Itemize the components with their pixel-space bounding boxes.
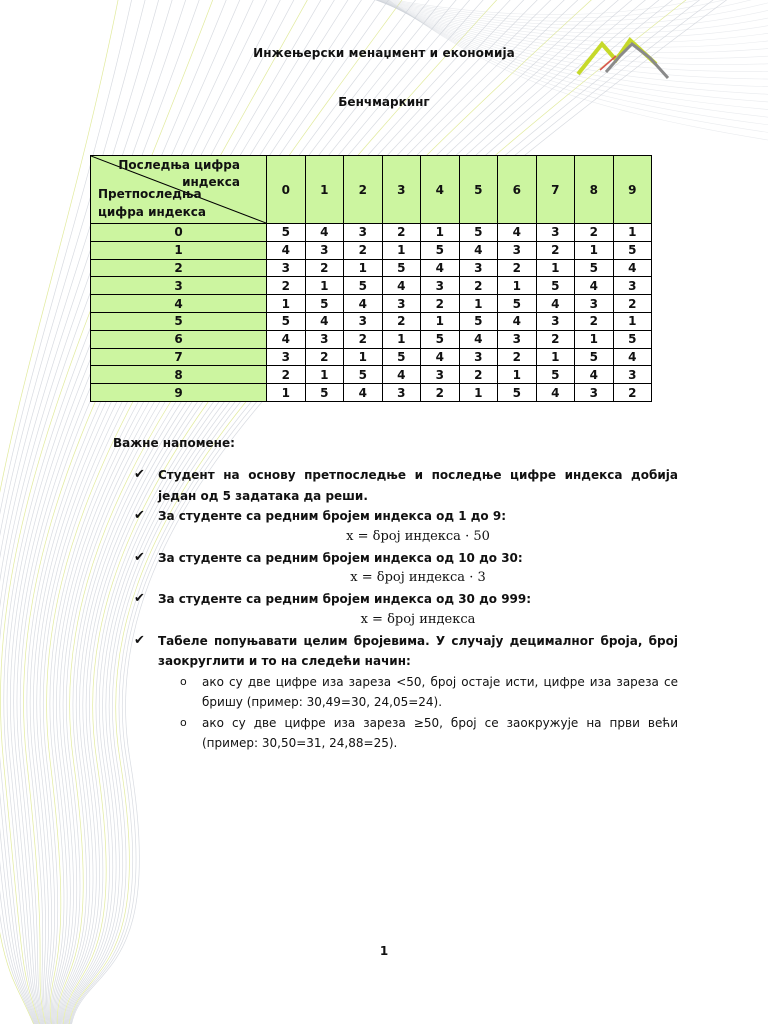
- table-cell: 1: [575, 330, 614, 348]
- table-cell: 4: [421, 348, 460, 366]
- table-cell: 1: [613, 224, 652, 242]
- corner-column-label-line-2: индекса: [182, 175, 240, 189]
- table-cell: 5: [305, 295, 344, 313]
- table-cell: 3: [344, 312, 383, 330]
- table-cell: 2: [344, 241, 383, 259]
- table-cell: 5: [421, 330, 460, 348]
- checkmark-icon: ✔: [134, 508, 145, 523]
- note-item: [132, 589, 678, 610]
- table-cell: 2: [575, 224, 614, 242]
- table-cell: 4: [613, 348, 652, 366]
- corner-row-label-line-1: Претпоследња: [98, 187, 202, 201]
- row-header: 3: [91, 277, 267, 295]
- column-header: 6: [498, 156, 537, 224]
- table-cell: 3: [267, 348, 306, 366]
- note-item: [132, 548, 678, 569]
- table-cell: 4: [459, 241, 498, 259]
- column-header: 3: [382, 156, 421, 224]
- table-cell: 5: [305, 384, 344, 402]
- column-header: 5: [459, 156, 498, 224]
- table-cell: 1: [421, 312, 460, 330]
- table-cell: 1: [459, 295, 498, 313]
- note-item: [132, 506, 678, 527]
- table-row: [91, 366, 652, 384]
- background-curve: [337, 0, 768, 79]
- table-cell: 5: [267, 224, 306, 242]
- table-cell: 4: [305, 312, 344, 330]
- table-cell: 3: [344, 224, 383, 242]
- checkmark-icon: ✔: [134, 591, 145, 606]
- table-cell: 2: [344, 330, 383, 348]
- note-text: За студенте са редним бројем индекса од 10 до 30:: [158, 550, 523, 565]
- circle-bullet-icon: o: [180, 674, 187, 688]
- note-text: За студенте са редним бројем индекса од 1 до 9:: [158, 509, 506, 523]
- column-header: 7: [536, 156, 575, 224]
- table-cell: 1: [536, 259, 575, 277]
- table-cell: 2: [536, 330, 575, 348]
- table-cell: 4: [536, 384, 575, 402]
- table-cell: 3: [613, 366, 652, 384]
- table-cell: 1: [382, 241, 421, 259]
- table-cell: 4: [459, 330, 498, 348]
- table-cell: 5: [536, 366, 575, 384]
- table-cell: 4: [613, 259, 652, 277]
- table-cell: 4: [344, 384, 383, 402]
- row-header: 6: [91, 330, 267, 348]
- note-item: [132, 465, 678, 506]
- table-cell: 2: [459, 366, 498, 384]
- table-cell: 5: [498, 295, 537, 313]
- table-cell: 2: [498, 348, 537, 366]
- table-cell: 1: [267, 295, 306, 313]
- table-cell: 5: [498, 384, 537, 402]
- benchmark-table: [90, 155, 652, 402]
- table-cell: 2: [305, 259, 344, 277]
- table-cell: 4: [536, 295, 575, 313]
- formula: x = δрој индекса: [360, 611, 476, 627]
- table-row: [91, 295, 652, 313]
- table-row: [91, 241, 652, 259]
- column-header: 9: [613, 156, 652, 224]
- background-curve: [326, 0, 768, 53]
- table-row: [91, 259, 652, 277]
- note-text: Табеле попуњавати целим бројевима. У случају децималног броја, број заокруглити и то на следећи начин:: [158, 633, 678, 668]
- table-cell: 2: [498, 259, 537, 277]
- table-cell: 2: [575, 312, 614, 330]
- table-cell: 5: [613, 241, 652, 259]
- row-header: 4: [91, 295, 267, 313]
- table-cell: 5: [344, 277, 383, 295]
- table-cell: 3: [421, 366, 460, 384]
- formula: x = δрој индекса · 3: [350, 570, 486, 585]
- table-cell: 1: [344, 259, 383, 277]
- table-cell: 3: [459, 259, 498, 277]
- sub-note-text: ако су две цифре иза зареза <50, број остаје исти, цифре иза зареза се бришу (пример: 30,49=30, 24,05=24).: [202, 674, 678, 709]
- table-cell: 5: [613, 330, 652, 348]
- table-cell: 5: [267, 312, 306, 330]
- table-cell: 3: [382, 384, 421, 402]
- logo: [572, 34, 676, 82]
- row-header: 1: [91, 241, 267, 259]
- table-cell: 4: [267, 330, 306, 348]
- table-cell: 1: [498, 366, 537, 384]
- page-number: 1: [379, 944, 389, 958]
- table-cell: 5: [382, 259, 421, 277]
- table-cell: 3: [498, 330, 537, 348]
- table-cell: 4: [575, 366, 614, 384]
- table-cell: 3: [382, 295, 421, 313]
- table-cell: 2: [536, 241, 575, 259]
- table-cell: 5: [382, 348, 421, 366]
- table-cell: 1: [344, 348, 383, 366]
- background-curve: [0, 0, 148, 1024]
- table-cell: 3: [267, 259, 306, 277]
- sub-note-item: [132, 713, 678, 754]
- table-cell: 1: [536, 348, 575, 366]
- table-cell: 5: [421, 241, 460, 259]
- table-cell: 4: [344, 295, 383, 313]
- table-cell: 1: [613, 312, 652, 330]
- table-cell: 1: [305, 366, 344, 384]
- table-cell: 2: [421, 384, 460, 402]
- sub-note-text: ако су две цифре иза зареза ≥50, број се заокружује на први већи (пример: 30,50=31, 24,88=25).: [202, 715, 678, 750]
- table-row: [91, 330, 652, 348]
- row-header: 5: [91, 312, 267, 330]
- table-corner-cell: [91, 156, 267, 224]
- table-cell: 3: [305, 330, 344, 348]
- column-header: 4: [421, 156, 460, 224]
- table-cell: 3: [498, 241, 537, 259]
- row-header: 7: [91, 348, 267, 366]
- table-cell: 2: [459, 277, 498, 295]
- table-cell: 2: [305, 348, 344, 366]
- table-cell: 1: [498, 277, 537, 295]
- table-cell: 2: [267, 277, 306, 295]
- table-cell: 3: [536, 224, 575, 242]
- table-cell: 1: [267, 384, 306, 402]
- table-cell: 4: [267, 241, 306, 259]
- table-row: [91, 312, 652, 330]
- sub-note-item: [132, 672, 678, 713]
- header-title: Инжењерски менаџмент и економија: [253, 46, 515, 60]
- table-cell: 1: [305, 277, 344, 295]
- table-cell: 5: [575, 259, 614, 277]
- table-cell: 3: [305, 241, 344, 259]
- note-text: За студенте са редним бројем индекса од 30 до 999:: [158, 592, 532, 606]
- note-item: [132, 631, 678, 672]
- table-header-row: [91, 156, 652, 224]
- corner-column-label-line-1: Последња цифра: [118, 158, 240, 172]
- checkmark-icon: ✔: [134, 549, 145, 565]
- table-cell: 1: [575, 241, 614, 259]
- table-cell: 4: [498, 224, 537, 242]
- table-row: [91, 277, 652, 295]
- table-row: [91, 224, 652, 242]
- table-cell: 2: [382, 312, 421, 330]
- table-cell: 4: [498, 312, 537, 330]
- corner-row-label: [98, 185, 206, 221]
- table-cell: 2: [267, 366, 306, 384]
- document-title: Бенчмаркинг: [338, 95, 430, 109]
- table-cell: 5: [575, 348, 614, 366]
- table-cell: 3: [459, 348, 498, 366]
- table-cell: 2: [382, 224, 421, 242]
- table-cell: 5: [536, 277, 575, 295]
- checkmark-icon: ✔: [134, 632, 145, 648]
- table-cell: 4: [382, 366, 421, 384]
- row-header: 0: [91, 224, 267, 242]
- column-header: 2: [344, 156, 383, 224]
- row-header: 9: [91, 384, 267, 402]
- notes-list: [132, 465, 678, 754]
- table-cell: 4: [421, 259, 460, 277]
- table-cell: 5: [459, 312, 498, 330]
- table-cell: 4: [575, 277, 614, 295]
- column-header: 1: [305, 156, 344, 224]
- table-row: [91, 384, 652, 402]
- table-cell: 3: [575, 295, 614, 313]
- note-text: Студент на основу претпоследње и последње цифре индекса добија један од 5 задатака да реши.: [158, 468, 678, 503]
- table-cell: 1: [382, 330, 421, 348]
- table-cell: 4: [382, 277, 421, 295]
- table-cell: 4: [305, 224, 344, 242]
- table-cell: 5: [459, 224, 498, 242]
- table-cell: 3: [575, 384, 614, 402]
- checkmark-icon: ✔: [134, 467, 145, 482]
- table-cell: 3: [536, 312, 575, 330]
- table-cell: 2: [421, 295, 460, 313]
- table-row: [91, 348, 652, 366]
- table-cell: 2: [613, 384, 652, 402]
- circle-bullet-icon: o: [180, 715, 187, 729]
- row-header: 8: [91, 366, 267, 384]
- notes-heading: Важне напомене:: [113, 436, 235, 450]
- column-header: 0: [267, 156, 306, 224]
- logo-gray-stroke: [606, 44, 668, 78]
- column-header: 8: [575, 156, 614, 224]
- table-cell: 1: [421, 224, 460, 242]
- corner-row-label-line-2: цифра индекса: [98, 205, 206, 219]
- logo-green-stroke: [578, 40, 656, 74]
- table-cell: 2: [613, 295, 652, 313]
- table-cell: 3: [613, 277, 652, 295]
- background-curve: [334, 0, 768, 72]
- table-cell: 1: [459, 384, 498, 402]
- table-cell: 5: [344, 366, 383, 384]
- table-cell: 3: [421, 277, 460, 295]
- formula: x = δрој индекса · 50: [346, 528, 490, 544]
- row-header: 2: [91, 259, 267, 277]
